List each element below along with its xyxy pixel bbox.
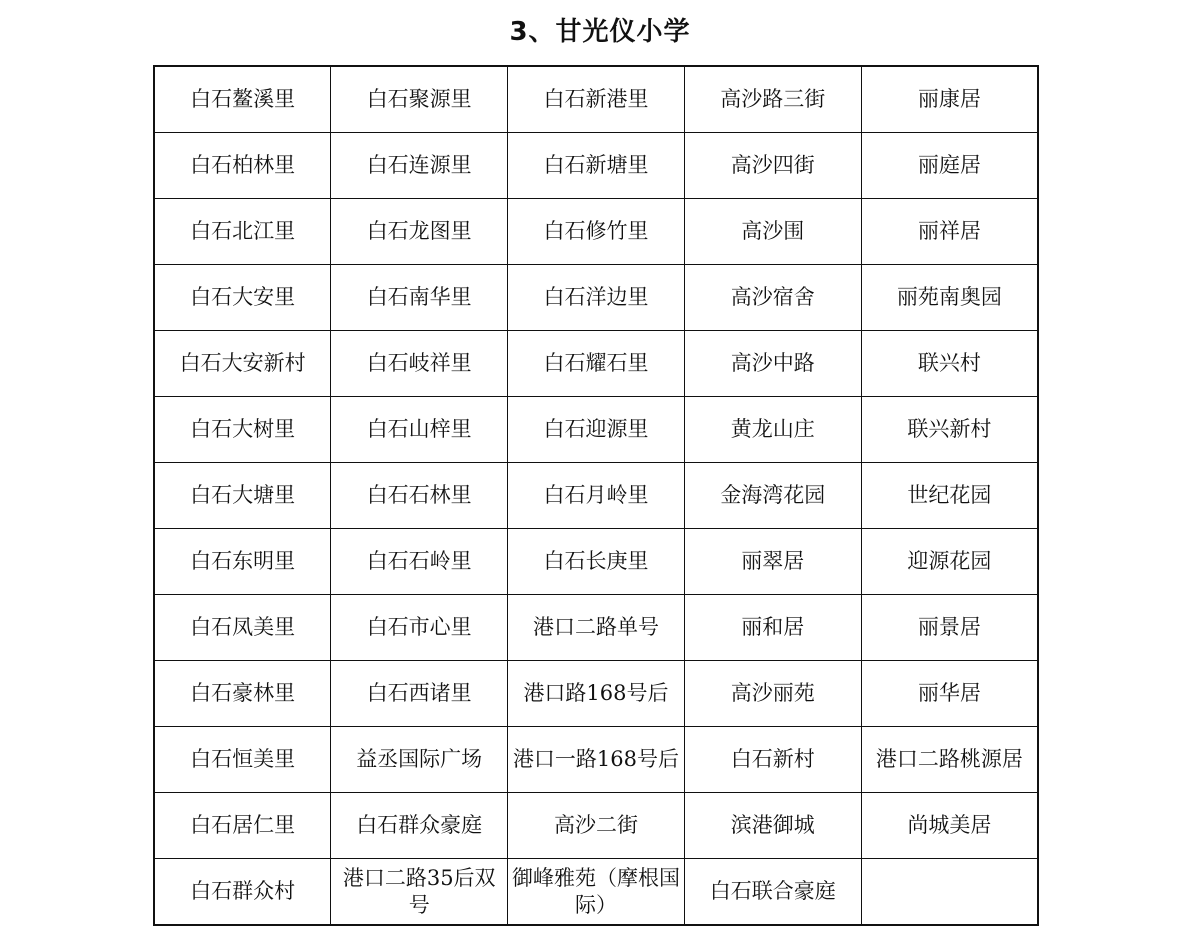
table-cell: 白石南华里 (331, 265, 508, 331)
table-cell: 白石修竹里 (508, 199, 685, 265)
table-row (154, 133, 1038, 199)
table-cell: 白石大树里 (154, 397, 331, 463)
table-cell: 丽和居 (684, 595, 861, 661)
table-cell: 白石新港里 (508, 66, 685, 133)
table-cell: 白石恒美里 (154, 727, 331, 793)
table-cell: 高沙围 (684, 199, 861, 265)
table-row (154, 66, 1038, 133)
section-title: 3、甘光仪小学 (509, 17, 691, 47)
table-cell: 白石月岭里 (508, 463, 685, 529)
table-cell: 白石大安新村 (154, 331, 331, 397)
table-cell: 白石山梓里 (331, 397, 508, 463)
table-row (154, 793, 1038, 859)
table-row (154, 859, 1038, 926)
table-cell: 白石连源里 (331, 133, 508, 199)
table-cell: 港口一路168号后 (508, 727, 685, 793)
table-cell: 白石石岭里 (331, 529, 508, 595)
table-cell: 联兴村 (861, 331, 1038, 397)
table-cell: 白石大安里 (154, 265, 331, 331)
table-cell: 益丞国际广场 (331, 727, 508, 793)
table-cell: 白石聚源里 (331, 66, 508, 133)
table-cell: 港口二路单号 (508, 595, 685, 661)
table-cell: 白石群众村 (154, 859, 331, 926)
table-cell: 丽翠居 (684, 529, 861, 595)
table-cell: 黄龙山庄 (684, 397, 861, 463)
table-row (154, 661, 1038, 727)
table-row (154, 463, 1038, 529)
table-cell: 白石新塘里 (508, 133, 685, 199)
table-cell: 白石耀石里 (508, 331, 685, 397)
table-cell: 白石群众豪庭 (331, 793, 508, 859)
table-cell: 世纪花园 (861, 463, 1038, 529)
table-cell: 丽景居 (861, 595, 1038, 661)
table-cell: 白石龙图里 (331, 199, 508, 265)
table-cell: 白石居仁里 (154, 793, 331, 859)
table-cell: 高沙宿舍 (684, 265, 861, 331)
table-cell: 高沙丽苑 (684, 661, 861, 727)
table-cell: 高沙四街 (684, 133, 861, 199)
table-cell: 滨港御城 (684, 793, 861, 859)
table-cell: 白石西诸里 (331, 661, 508, 727)
residential-area-table (153, 65, 1039, 926)
table-cell: 港口二路桃源居 (861, 727, 1038, 793)
table-cell: 联兴新村 (861, 397, 1038, 463)
table-cell: 白石联合豪庭 (684, 859, 861, 926)
table-cell: 丽祥居 (861, 199, 1038, 265)
table-cell: 白石大塘里 (154, 463, 331, 529)
table-cell: 港口二路35后双号 (331, 859, 508, 926)
table-cell: 白石柏林里 (154, 133, 331, 199)
table-cell: 白石长庚里 (508, 529, 685, 595)
table-cell: 尚城美居 (861, 793, 1038, 859)
table-cell: 丽康居 (861, 66, 1038, 133)
table-cell: 白石市心里 (331, 595, 508, 661)
table-row (154, 199, 1038, 265)
table-cell: 港口路168号后 (508, 661, 685, 727)
table-cell: 高沙二街 (508, 793, 685, 859)
table-cell-empty (861, 859, 1038, 926)
table-cell: 迎源花园 (861, 529, 1038, 595)
table-cell: 白石北江里 (154, 199, 331, 265)
table-cell: 丽华居 (861, 661, 1038, 727)
table-cell: 白石鳌溪里 (154, 66, 331, 133)
table-row (154, 265, 1038, 331)
table-row (154, 727, 1038, 793)
table-cell: 白石洋边里 (508, 265, 685, 331)
table-row (154, 529, 1038, 595)
table-cell: 白石东明里 (154, 529, 331, 595)
table-row (154, 595, 1038, 661)
table-cell: 白石凤美里 (154, 595, 331, 661)
table-cell: 丽庭居 (861, 133, 1038, 199)
table-cell: 丽苑南奥园 (861, 265, 1038, 331)
table-cell: 高沙路三街 (684, 66, 861, 133)
table-cell: 白石豪林里 (154, 661, 331, 727)
table-cell: 白石岐祥里 (331, 331, 508, 397)
table-cell: 白石迎源里 (508, 397, 685, 463)
table-cell: 高沙中路 (684, 331, 861, 397)
table-row (154, 331, 1038, 397)
table-row (154, 397, 1038, 463)
table-cell: 金海湾花园 (684, 463, 861, 529)
table-cell: 御峰雅苑（摩根国际） (508, 859, 685, 926)
table-cell: 白石石林里 (331, 463, 508, 529)
table-cell: 白石新村 (684, 727, 861, 793)
